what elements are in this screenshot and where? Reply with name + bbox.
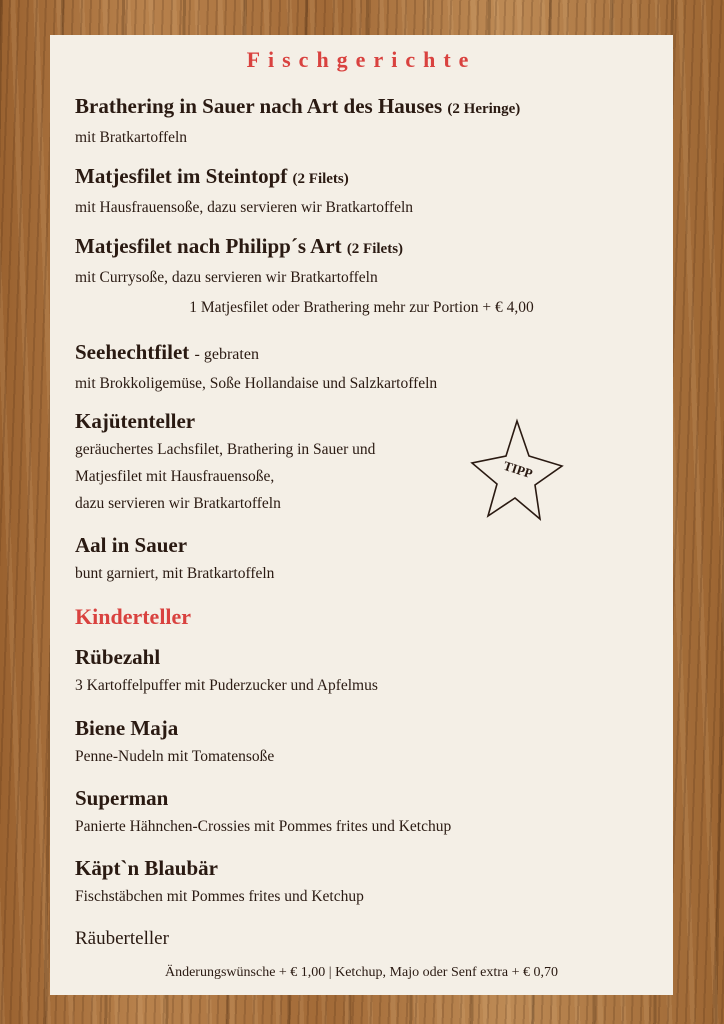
menu-item-kaeptn-blaubaer	[75, 855, 655, 910]
tipp-star-badge	[470, 418, 566, 522]
item-description: Penne-Nudeln mit Tomatensoße	[75, 748, 275, 765]
item-description: mit Brokkoligemüse, Soße Hollandaise und Salzkartoffeln	[75, 375, 438, 392]
menu-item-brathering	[75, 93, 655, 151]
item-name: Kajütenteller	[75, 409, 196, 433]
item-description: mit Hausfrauensoße, dazu servieren wir Bratkartoffeln	[75, 199, 414, 216]
menu-item-raeuberteller: Räuberteller	[75, 928, 169, 949]
menu-panel	[50, 35, 673, 995]
item-name: Brathering in Sauer nach Art des Hauses (2 Heringe)	[75, 94, 521, 118]
footer-extras-note: Änderungswünsche + € 1,00 | Ketchup, Majo oder Senf extra + € 0,70	[164, 965, 558, 980]
menu-item-aal-in-sauer	[75, 532, 655, 587]
section-heading-fischgerichte: Fischgerichte	[246, 47, 477, 72]
menu-item-matjes-philipp	[75, 233, 655, 291]
item-description: bunt garniert, mit Bratkartoffeln	[75, 565, 275, 582]
item-description: mit Currysoße, dazu servieren wir Bratkartoffeln	[75, 269, 378, 286]
menu-item-matjes-steintopf	[75, 163, 655, 221]
item-description: Fischstäbchen mit Pommes frites und Ketchup	[75, 888, 364, 905]
item-description: 3 Kartoffelpuffer mit Puderzucker und Apfelmus	[75, 677, 378, 694]
item-name: Rübezahl	[75, 645, 161, 669]
menu-item-biene-maja	[75, 715, 655, 770]
menu-item-superman	[75, 785, 655, 840]
section-heading-kinderteller: Kinderteller	[75, 604, 192, 629]
item-name: Matjesfilet nach Philipp´s Art (2 Filets)	[75, 234, 404, 258]
menu-item-ruebezahl	[75, 644, 655, 699]
menu-item-seehechtfilet	[75, 339, 655, 397]
item-name: Superman	[75, 786, 169, 810]
item-description: Panierte Hähnchen-Crossies mit Pommes frites und Ketchup	[75, 818, 452, 835]
item-description: geräuchertes Lachsfilet, Brathering in Sauer und Matjesfilet mit Hausfrauensoße, dazu servieren wir Bratkartoffeln	[75, 441, 376, 512]
item-description: mit Bratkartoffeln	[75, 129, 188, 146]
item-name: Matjesfilet im Steintopf (2 Filets)	[75, 164, 349, 188]
extra-portion-note: 1 Matjesfilet oder Brathering mehr zur Portion + € 4,00	[189, 299, 534, 316]
item-name: Biene Maja	[75, 716, 179, 740]
item-name: Käpt`n Blaubär	[75, 856, 218, 880]
item-name: Seehechtfilet - gebraten	[75, 340, 259, 364]
tipp-label: TIPP	[501, 457, 535, 482]
item-name: Aal in Sauer	[75, 533, 188, 557]
menu-item-kajuetenteller	[75, 408, 655, 517]
